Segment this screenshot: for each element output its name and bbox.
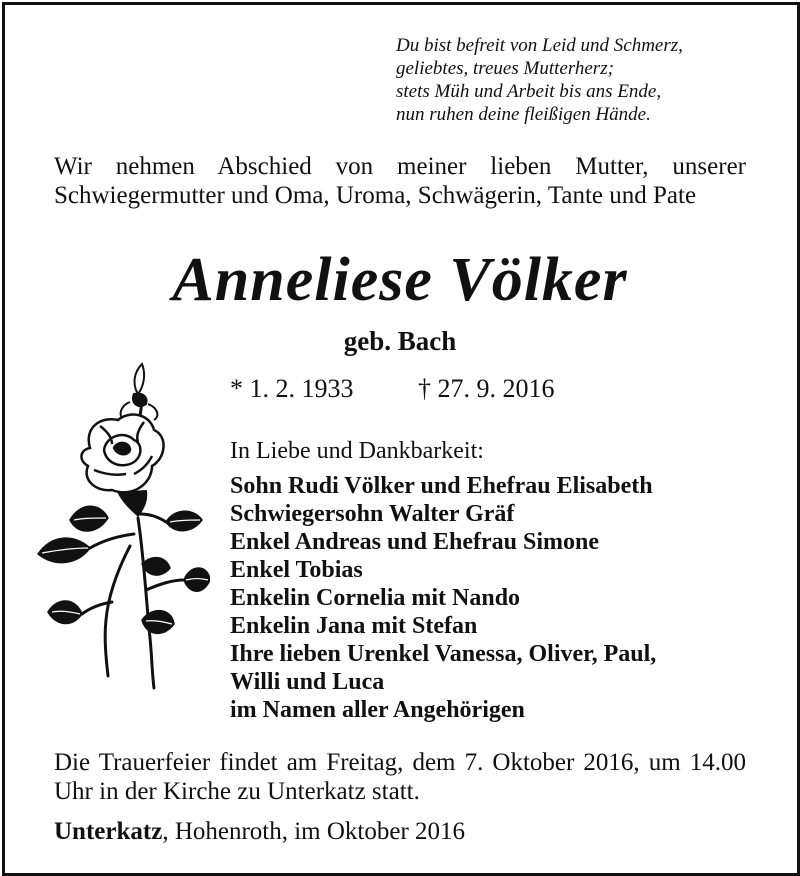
poem-line: Du bist befreit von Leid und Schmerz,: [396, 35, 683, 56]
death-date: † 27. 9. 2016: [418, 374, 555, 403]
poem-line: nun ruhen deine fleißigen Hände.: [396, 104, 651, 125]
family-member: Enkel Tobias: [230, 557, 363, 583]
family-member: Sohn Rudi Völker und Ehefrau Elisabeth: [230, 473, 653, 499]
poem-line: stets Müh und Arbeit bis ans Ende,: [396, 81, 662, 102]
family-member: im Namen aller Angehörigen: [230, 697, 525, 723]
family-member: Schwiegersohn Walter Gräf: [230, 501, 515, 527]
thanks-line: In Liebe und Dankbarkeit:: [230, 438, 484, 464]
family-member: Ihre lieben Urenkel Vanessa, Oliver, Paul,: [230, 641, 657, 667]
maiden-name: geb. Bach: [343, 326, 457, 356]
family-member: Enkel Andreas und Ehefrau Simone: [230, 529, 599, 555]
life-dates: [230, 374, 555, 404]
family-member: Willi und Luca: [230, 669, 385, 695]
intro-text: Wir nehmen Abschied von meiner lieben Mutter, unserer Schwiegermutter und Oma, Uroma, Schwägerin, Tante und Pate: [54, 153, 746, 209]
poem-line: geliebtes, treues Mutterherz;: [396, 58, 614, 79]
place-town: Unterkatz: [54, 818, 163, 845]
poem: [396, 34, 683, 126]
place-rest: , Hohenroth, im Oktober 2016: [162, 818, 466, 845]
deceased-name: Anneliese Völker: [172, 246, 628, 314]
birth-date: * 1. 2. 1933: [230, 374, 354, 403]
family-member: Enkelin Jana mit Stefan: [230, 613, 478, 639]
rose-icon: [34, 358, 210, 694]
funeral-service-text: Die Trauerfeier findet am Freitag, dem 7. Oktober 2016, um 14.00 Uhr in der Kirche zu Unterkatz statt.: [54, 749, 746, 805]
family-member: Enkelin Cornelia mit Nando: [230, 585, 521, 611]
place-date-line: [54, 818, 465, 846]
family-list: [230, 472, 656, 724]
